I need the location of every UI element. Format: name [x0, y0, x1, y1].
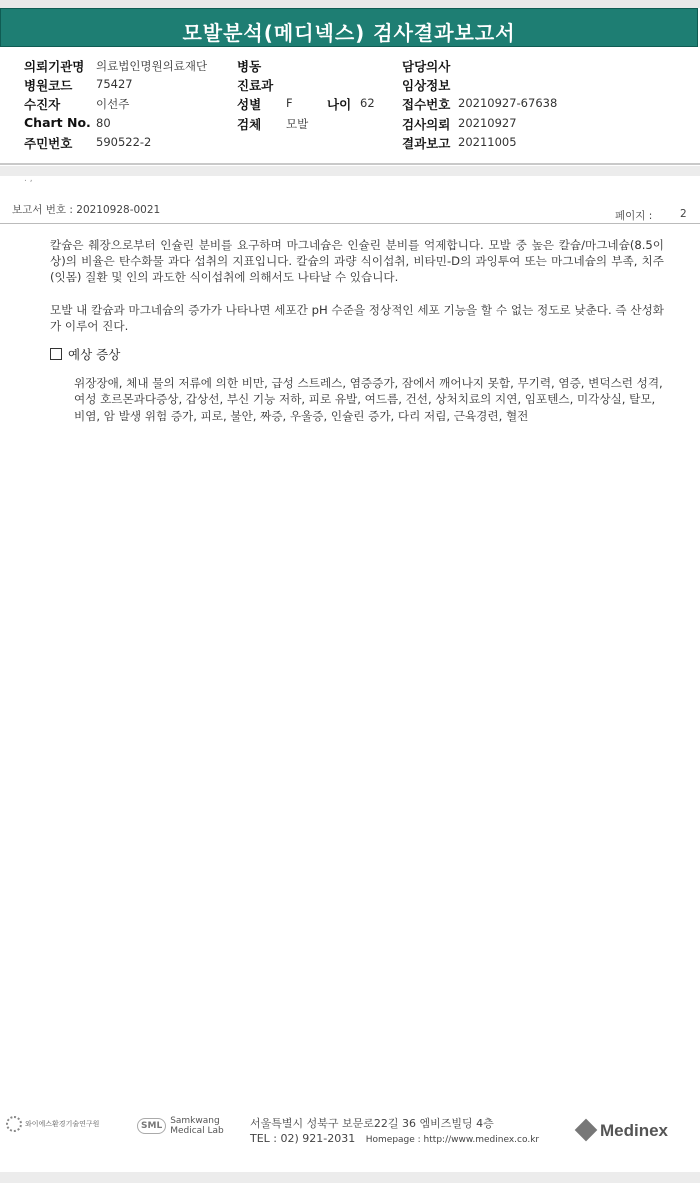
hospital-code-label: 병원코드 — [24, 78, 73, 93]
ph-paragraph: 모발 내 칼슘과 마그네슘의 증가가 나타나면 세포간 pH 수준을 정상적인 세포 기능을 할 수 없는 정도로 낮춘다. 즉 산성화가 이루어 진다. — [50, 303, 664, 334]
rrn-label: 주민번호 — [24, 136, 73, 151]
ys-lab-logo — [6, 1116, 99, 1132]
receipt-label: 접수번호 — [402, 97, 451, 112]
hospital-code-value: 75427 — [96, 77, 133, 91]
top-strip — [0, 0, 700, 8]
medinex-logo — [578, 1121, 668, 1141]
rrn-value: 590522-2 — [96, 135, 152, 149]
sex-value: F — [286, 96, 293, 110]
title-banner — [0, 8, 698, 47]
page-title: 모발분석(메디넥스) 검사결과보고서 — [182, 21, 516, 45]
samkwang-line1: Samkwang — [170, 1116, 220, 1126]
report-number: 보고서 번호 : 20210928-0021 — [12, 204, 161, 216]
request-label: 검사의뢰 — [402, 117, 451, 132]
footer-tel: TEL : 02) 921-2031 — [250, 1132, 356, 1145]
sex-label: 성별 — [237, 97, 262, 112]
symptom-list: 위장장애, 체내 물의 저류에 의한 비만, 급성 스트레스, 염증증가, 잠에서 깨어나지 못함, 무기력, 염증, 변덕스런 성격, 여성 호르몬과다증상, 갑상선, 부신 기능 저하, 피로 유발, 여드름, 건선, 상처치료의 지연, 임포텐스, 미각상실, 탈모, 비염, 암 발생 위험 증가, 피로, 불안, 짜증, 우울증, 인슐린 증가, 다리 저림, 근육경련, 혈전 — [74, 376, 663, 423]
medinex-brand: Medinex — [600, 1121, 669, 1140]
samkwang-logo — [137, 1116, 224, 1136]
page-number: 2 — [680, 208, 687, 220]
patient-label: 수진자 — [24, 97, 61, 112]
patient-info-block — [0, 49, 700, 167]
ward-label: 병동 — [237, 59, 262, 74]
section-heading — [50, 345, 120, 363]
age-label: 나이 — [327, 97, 352, 112]
report-label: 결과보고 — [402, 136, 451, 151]
report-value: 20211005 — [458, 135, 517, 149]
footer-homepage: Homepage : http://www.medinex.co.kr — [365, 1135, 540, 1145]
calcium-paragraph: 칼슘은 췌장으로부터 인슐린 분비를 요구하며 마그네슘은 인슐린 분비를 억제합니다. 모발 중 높은 칼슘/마그네슘(8.5이상)의 비율은 탄수화물 과다 섭취의 지표입니다. 칼슘의 과량 식이섭취, 비타민-D의 과잉투여 또는 마그네슘의 부족, 치주(잇몸) 질환 및 인의 과도한 식이섭취에 의해서도 나타날 수 있습니다. — [50, 238, 664, 285]
bottom-band — [0, 1172, 700, 1183]
samkwang-line2: Medical Lab — [170, 1126, 224, 1136]
ys-logo-icon — [6, 1116, 22, 1132]
age-value: 62 — [360, 96, 375, 110]
specimen-value: 모발 — [286, 117, 309, 131]
receipt-value: 20210927-67638 — [458, 96, 558, 110]
medinex-mark-icon — [575, 1119, 598, 1142]
institution-label: 의뢰기관명 — [24, 59, 85, 74]
sml-logo-icon: SML — [137, 1118, 166, 1134]
clinical-label: 임상정보 — [402, 78, 451, 93]
page-label: 페이지 : — [615, 210, 653, 222]
footer-address-block — [250, 1116, 539, 1148]
checkbox-icon — [50, 348, 62, 360]
chart-value: 80 — [96, 116, 111, 130]
doctor-label: 담당의사 — [402, 59, 451, 74]
report-rule — [0, 223, 700, 224]
specimen-label: 검체 — [237, 117, 262, 132]
header-divider — [0, 163, 700, 165]
separator-band — [0, 166, 700, 176]
patient-value: 이선주 — [96, 97, 130, 111]
dot-marks: . , — [24, 174, 33, 184]
footer-address: 서울특별시 성북구 보문로22길 36 엠비즈빌딩 4층 — [250, 1117, 494, 1130]
chart-label: Chart No. — [24, 115, 91, 130]
ys-logo-text: 와이에스환경기술연구원 — [25, 1120, 100, 1128]
institution-value: 의료법인명원의료재단 — [96, 59, 208, 73]
dept-label: 진료과 — [237, 78, 274, 93]
request-value: 20210927 — [458, 116, 517, 130]
section-title: 예상 증상 — [68, 347, 121, 362]
